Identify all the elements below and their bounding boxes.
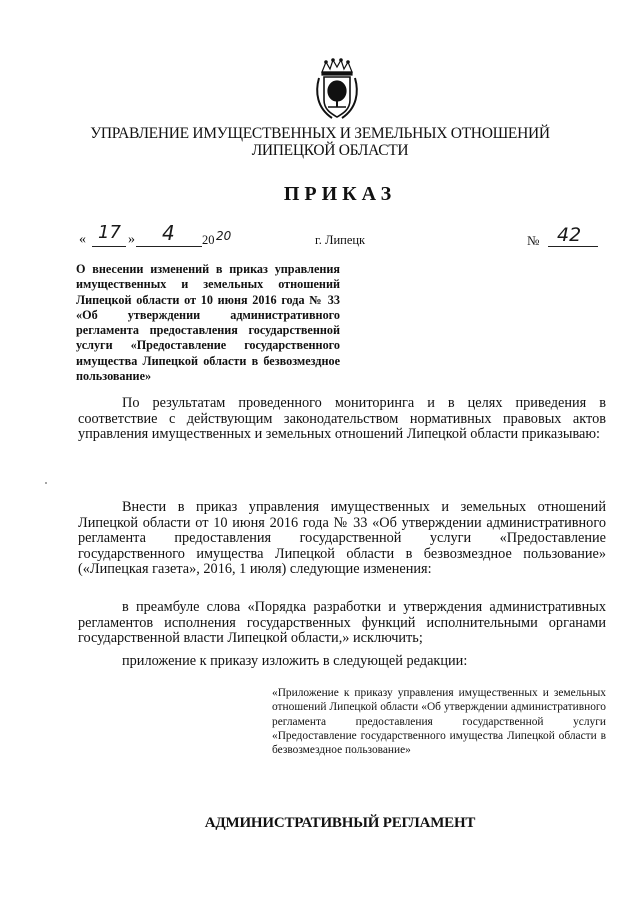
date-day-underline xyxy=(92,246,126,247)
date-month: 4 xyxy=(162,221,175,245)
date-year-suffix: 20 xyxy=(216,229,232,243)
regulation-title: АДМИНИСТРАТИВНЫЙ РЕГЛАМЕНТ xyxy=(204,815,476,831)
order-paragraph: Внести в приказ управления имущественных и земельных отношений Липецкой области от 10 июня 2016 года № 33 «Об утверждении административного регламента предоставления государственной услуги «Предоставление государственного имущества Липецкой области в безвозмездное пользование» («Липецкая газета», 2016, 1 июля) следующие изменения: xyxy=(78,499,606,577)
date-day: 17 xyxy=(98,222,121,243)
preamble-paragraph: По результатам проведенного мониторинга и в целях приведения в соответствие с действующим законодательством нормативных правовых актов управления имущественных и земельных отношений Липецкой области приказываю: xyxy=(78,395,606,442)
organization-name-line2: ЛИПЕЦКОЙ ОБЛАСТИ xyxy=(251,142,409,159)
date-open-quote: « xyxy=(79,232,86,247)
change-preamble-paragraph: в преамбуле слова «Порядка разработки и утверждения административных регламентов исполнения государственных функций исполнительными органами государственной власти Липецкой области,» исключить; xyxy=(78,599,606,646)
number-label: № xyxy=(527,233,540,248)
document-number: 42 xyxy=(557,224,582,246)
city-label: г. Липецк xyxy=(315,233,366,247)
number-underline xyxy=(548,246,598,247)
date-year-prefix: 20 xyxy=(202,233,215,247)
coat-of-arms-emblem xyxy=(314,58,360,122)
appendix-quote: «Приложение к приказу управления имущественных и земельных отношений Липецкой области «Об утверждении административного регламента предоставления государственной услуги «Предоставление государственного имущества Липецкой области в безвозмездное пользование» xyxy=(272,687,606,757)
organization-name-line1: УПРАВЛЕНИЕ ИМУЩЕСТВЕННЫХ И ЗЕМЕЛЬНЫХ ОТНОШЕНИЙ xyxy=(90,125,550,142)
margin-dot xyxy=(45,482,47,484)
document-type-title: ПРИКАЗ xyxy=(283,183,397,205)
document-subject: О внесении изменений в приказ управления имущественных и земельных отношений Липецкой области от 10 июня 2016 года № 33 «Об утверждении административного регламента предоставления государственной услуги «Предоставление государственного имущества Липецкой области в безвозмездное пользование» xyxy=(76,262,340,384)
change-appendix-paragraph: приложение к приказу изложить в следующей редакции: xyxy=(122,653,468,669)
date-month-underline xyxy=(136,246,202,247)
date-close-quote: » xyxy=(128,232,135,247)
